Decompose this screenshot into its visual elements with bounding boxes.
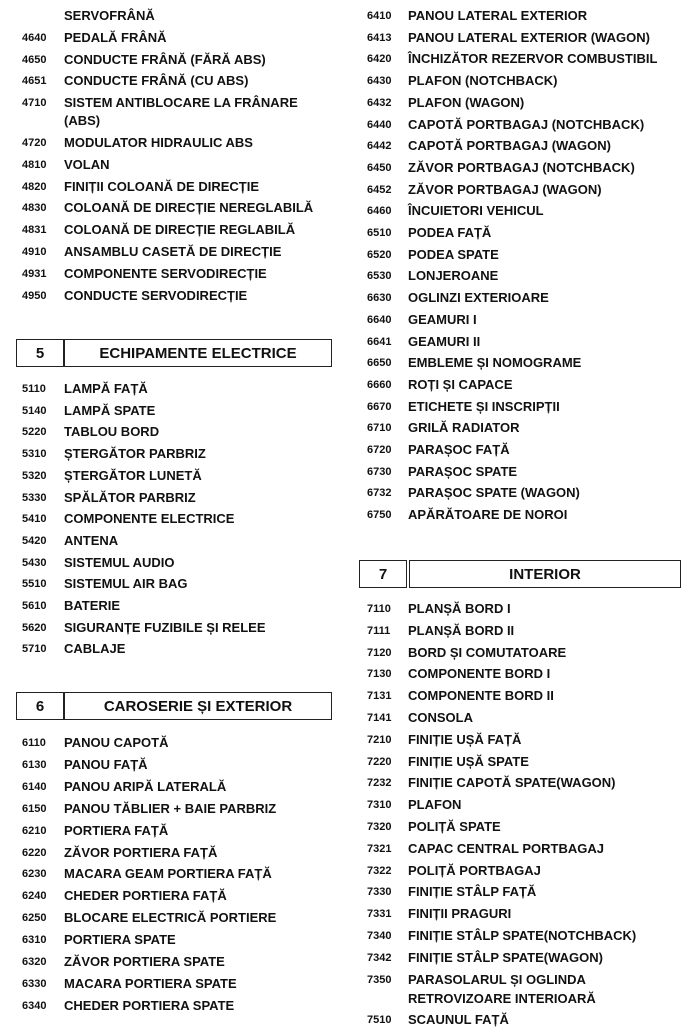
section-title: ECHIPAMENTE ELECTRICE xyxy=(64,339,332,367)
item-name: ÎNCUIETORI VEHICUL xyxy=(408,203,544,219)
item-name: PARAȘOC FAȚĂ xyxy=(408,442,510,457)
item-name: CAPAC CENTRAL PORTBAGAJ xyxy=(408,840,604,856)
item-name: BLOCARE ELECTRICĂ PORTIERE xyxy=(64,910,277,926)
item-name: PANOU LATERAL EXTERIOR (WAGON) xyxy=(408,29,650,45)
item-name: CAPOTĂ PORTBAGAJ (NOTCHBACK) xyxy=(408,116,645,132)
item-code: 4640 xyxy=(22,31,47,44)
item-name: CAPOTĂ PORTBAGAJ (WAGON) xyxy=(408,138,611,154)
item-code: 6130 xyxy=(22,758,47,771)
item-code: 5140 xyxy=(22,404,47,417)
item-name: CONDUCTE SERVODIRECȚIE xyxy=(64,287,248,303)
item-name: ANSAMBLU CASETĂ DE DIRECȚIE xyxy=(64,244,282,259)
item-name: ANTENA xyxy=(64,532,119,548)
item-code: 6630 xyxy=(367,292,392,305)
item-code: 5310 xyxy=(22,448,47,461)
item-name: BATERIE xyxy=(64,598,121,613)
item-code: 6210 xyxy=(22,824,47,837)
item-code: 5110 xyxy=(22,383,46,395)
item-code: 6430 xyxy=(367,75,392,88)
item-name: PEDALĂ FRÂNĂ xyxy=(64,29,167,45)
item-code: 5510 xyxy=(22,578,47,591)
item-code: 7321 xyxy=(367,842,392,855)
item-name: PODEA SPATE xyxy=(408,246,499,262)
item-name: FINIȚIE STÂLP SPATE(NOTCHBACK) xyxy=(408,928,637,943)
item-name: CHEDER PORTIERA SPATE xyxy=(64,997,235,1013)
item-code: 6140 xyxy=(22,780,47,793)
item-code: 6730 xyxy=(367,465,392,478)
item-code: 5410 xyxy=(22,513,47,526)
item-name: LONJEROANE xyxy=(408,268,499,284)
item-code: 4830 xyxy=(22,202,47,215)
item-code: 7350 xyxy=(367,973,392,986)
item-code: 6710 xyxy=(367,422,392,435)
item-code: 6440 xyxy=(367,118,392,131)
item-code: 4710 xyxy=(22,97,47,110)
item-code: 6640 xyxy=(367,313,392,326)
item-code: 6250 xyxy=(22,912,47,925)
item-name: PANOU ARIPĂ LATERALĂ xyxy=(64,778,227,794)
item-name: GEAMURI I xyxy=(408,311,477,327)
item-name: ȘTERGĂTOR LUNETĂ xyxy=(64,467,202,483)
item-code: 6460 xyxy=(367,205,392,218)
item-name: ROȚI ȘI CAPACE xyxy=(408,376,513,392)
item-code: 5430 xyxy=(22,556,47,569)
item-name: SISTEMUL AUDIO xyxy=(64,554,175,570)
section-header-6 xyxy=(16,692,332,722)
item-code: 4720 xyxy=(22,137,47,149)
item-name: FINIȚII COLOANĂ DE DIRECȚIE xyxy=(64,178,259,194)
item-code: 5610 xyxy=(22,600,47,612)
item-code: 4650 xyxy=(22,53,47,66)
item-name: FINIȚIE UȘĂ FAȚĂ xyxy=(408,731,522,747)
item-name: FINIȚIE STÂLP FAȚĂ xyxy=(408,884,537,900)
item-name: OGLINZI EXTERIOARE xyxy=(408,290,549,306)
item-code: 6670 xyxy=(367,400,392,413)
item-name: PODEA FAȚĂ xyxy=(408,225,492,240)
item-code: 7210 xyxy=(367,733,392,746)
item-name: PANOU CAPOTĂ xyxy=(64,735,169,750)
item-name: COMPONENTE ELECTRICE xyxy=(64,511,235,527)
item-name: FINIȚII PRAGURI xyxy=(408,906,512,922)
item-code: 7510 xyxy=(367,1014,392,1027)
item-code: 5330 xyxy=(22,491,47,504)
item-name: PLANȘĂ BORD I xyxy=(408,601,511,616)
item-name: COMPONENTE BORD I xyxy=(408,666,551,682)
item-name: ȘTERGĂTOR PARBRIZ xyxy=(64,446,206,462)
item-code: 6450 xyxy=(367,161,392,174)
item-name: SISTEMUL AIR BAG xyxy=(64,576,188,592)
item-name: BORD ȘI COMUTATOARE xyxy=(408,644,567,660)
section-number: 6 xyxy=(16,692,64,720)
item-code: 6720 xyxy=(367,444,392,456)
item-name: POLIȚĂ PORTBAGAJ xyxy=(408,862,541,878)
item-name: PORTIERA FAȚĂ xyxy=(64,822,169,838)
item-name: PLAFON (NOTCHBACK) xyxy=(408,73,558,89)
item-code: 7141 xyxy=(367,712,392,724)
item-name: MACARA GEAM PORTIERA FAȚĂ xyxy=(64,866,272,882)
section-header-5 xyxy=(16,339,332,369)
item-code: 6510 xyxy=(367,227,392,239)
item-code: 6452 xyxy=(367,183,392,196)
item-code: 4950 xyxy=(22,289,47,302)
item-code: 6150 xyxy=(22,802,47,815)
item-code: 6230 xyxy=(22,868,47,881)
item-code: 6641 xyxy=(367,335,392,348)
item-code: 6310 xyxy=(22,934,47,947)
item-name: PARASOLARUL ȘI OGLINDA xyxy=(408,971,586,987)
item-code: 7331 xyxy=(367,908,392,921)
item-code: 7130 xyxy=(367,668,392,681)
item-code: 6220 xyxy=(22,846,47,859)
item-name: SERVOFRÂNĂ xyxy=(64,8,155,23)
item-name: PLANȘĂ BORD II xyxy=(408,622,515,638)
item-code: 6240 xyxy=(22,890,47,903)
item-name: PANOU LATERAL EXTERIOR xyxy=(408,8,588,23)
item-code: 6660 xyxy=(367,378,392,391)
item-code: 7322 xyxy=(367,864,392,877)
item-name: LAMPĂ FAȚĂ xyxy=(64,381,148,396)
item-code: 6340 xyxy=(22,999,47,1012)
item-name: COMPONENTE SERVODIRECȚIE xyxy=(64,265,267,281)
item-code: 6732 xyxy=(367,487,392,500)
item-code: 6432 xyxy=(367,96,392,109)
item-code: 7340 xyxy=(367,930,392,942)
item-name: LAMPĂ SPATE xyxy=(64,402,156,418)
item-name: MODULATOR HIDRAULIC ABS xyxy=(64,135,253,150)
item-code: 6410 xyxy=(367,10,392,22)
item-name: SCAUNUL FAȚĂ xyxy=(408,1012,509,1028)
item-name: CONDUCTE FRÂNĂ (FĂRĂ ABS) xyxy=(64,51,266,67)
item-name: PLAFON xyxy=(408,797,462,813)
item-name: PARAȘOC SPATE xyxy=(408,463,518,479)
item-name: MACARA PORTIERA SPATE xyxy=(64,975,237,991)
item-name-continued: RETROVIZOARE INTERIOARĂ xyxy=(408,990,596,1006)
item-code: 5320 xyxy=(22,469,47,482)
item-code: 7220 xyxy=(367,755,392,768)
item-name: COLOANĂ DE DIRECȚIE NEREGLABILĂ xyxy=(64,200,314,216)
item-code: 6413 xyxy=(367,31,392,44)
item-code: 6650 xyxy=(367,357,392,370)
section-number: 5 xyxy=(16,339,64,367)
item-name: PANOU FAȚĂ xyxy=(64,756,148,772)
item-code: 7320 xyxy=(367,821,392,833)
item-code: 7342 xyxy=(367,951,392,964)
item-name: COMPONENTE BORD II xyxy=(408,688,554,704)
item-code: 7110 xyxy=(367,603,391,615)
item-name: ÎNCHIZĂTOR REZERVOR COMBUSTIBIL xyxy=(408,51,658,67)
item-name: TABLOU BORD xyxy=(64,424,160,440)
item-code: 4910 xyxy=(22,246,47,258)
item-name: GRILĂ RADIATOR xyxy=(408,420,520,436)
item-code: 4831 xyxy=(22,224,47,237)
item-name: SISTEM ANTIBLOCARE LA FRÂNARE xyxy=(64,95,298,111)
item-name: EMBLEME ȘI NOMOGRAME xyxy=(408,355,582,371)
item-code: 5620 xyxy=(22,621,47,634)
item-code: 4931 xyxy=(22,267,47,280)
item-name: POLIȚĂ SPATE xyxy=(408,819,501,834)
item-code: 4651 xyxy=(22,75,47,88)
item-name: ZĂVOR PORTIERA SPATE xyxy=(64,954,225,969)
item-name: FINIȚIE UȘĂ SPATE xyxy=(408,753,529,769)
item-code: 7120 xyxy=(367,646,392,659)
item-code: 6530 xyxy=(367,270,392,283)
item-code: 6750 xyxy=(367,509,392,522)
item-code: 6330 xyxy=(22,977,47,990)
item-code: 7232 xyxy=(367,777,392,790)
item-name: ETICHETE ȘI INSCRIPȚII xyxy=(408,398,560,414)
item-code: 4810 xyxy=(22,158,47,171)
item-name: FINIȚIE STÂLP SPATE(WAGON) xyxy=(408,949,603,965)
item-name: VOLAN xyxy=(64,156,110,172)
item-name: ZĂVOR PORTIERA FAȚĂ xyxy=(64,844,218,860)
item-name: COLOANĂ DE DIRECȚIE REGLABILĂ xyxy=(64,222,296,238)
section-title: INTERIOR xyxy=(409,560,681,588)
item-name: CHEDER PORTIERA FAȚĂ xyxy=(64,888,227,904)
item-name: CABLAJE xyxy=(64,641,126,657)
item-code: 7330 xyxy=(367,886,392,899)
item-name: ZĂVOR PORTBAGAJ (NOTCHBACK) xyxy=(408,159,635,175)
item-code: 7131 xyxy=(367,690,392,703)
item-code: 5420 xyxy=(22,534,47,547)
item-name: CONSOLA xyxy=(408,710,473,725)
item-code: 6110 xyxy=(22,737,46,749)
item-code: 4820 xyxy=(22,180,47,193)
section-header-7 xyxy=(359,560,681,590)
item-name: SIGURANȚE FUZIBILE ȘI RELEE xyxy=(64,619,266,635)
section-number: 7 xyxy=(359,560,407,588)
item-code: 6320 xyxy=(22,956,47,968)
item-name-continued: (ABS) xyxy=(64,113,101,129)
item-name: FINIȚIE CAPOTĂ SPATE(WAGON) xyxy=(408,775,616,791)
item-name: PLAFON (WAGON) xyxy=(408,94,525,110)
item-name: ZĂVOR PORTBAGAJ (WAGON) xyxy=(408,181,602,197)
item-code: 5220 xyxy=(22,426,47,439)
item-code: 6520 xyxy=(367,248,392,261)
item-name: PANOU TĂBLIER + BAIE PARBRIZ xyxy=(64,800,277,816)
item-code: 6442 xyxy=(367,140,392,153)
item-name: GEAMURI II xyxy=(408,333,481,349)
item-code: 7111 xyxy=(367,624,391,637)
item-name: CONDUCTE FRÂNĂ (CU ABS) xyxy=(64,73,249,89)
item-name: PORTIERA SPATE xyxy=(64,932,176,948)
item-code: 6420 xyxy=(367,53,392,66)
item-code: 5710 xyxy=(22,643,47,656)
item-name: PARAȘOC SPATE (WAGON) xyxy=(408,485,580,501)
item-name: SPĂLĂTOR PARBRIZ xyxy=(64,489,196,505)
item-name: APĂRĂTOARE DE NOROI xyxy=(408,507,568,523)
item-code: 7310 xyxy=(367,799,392,812)
section-title: CAROSERIE ȘI EXTERIOR xyxy=(64,692,332,720)
